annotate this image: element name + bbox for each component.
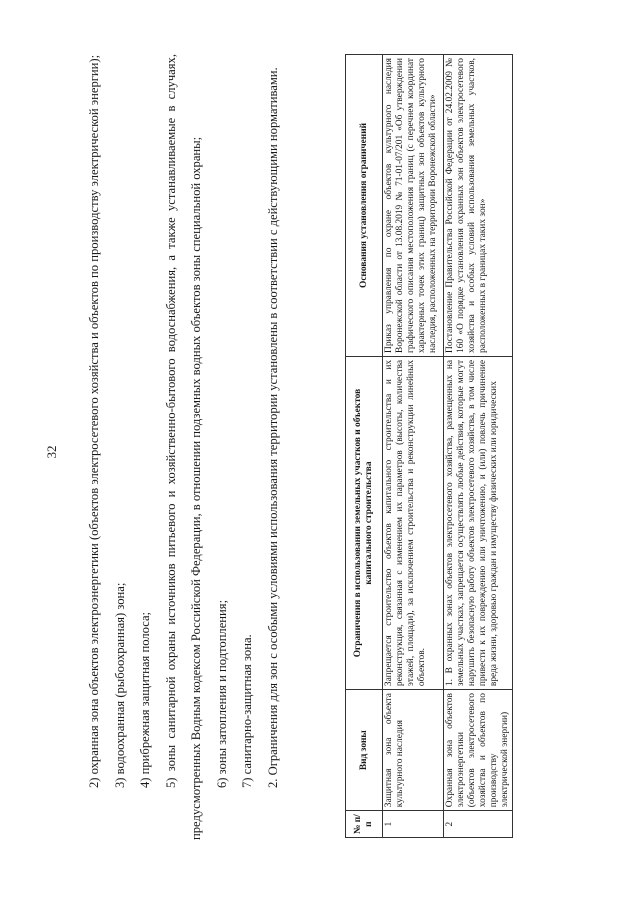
column-header: № п/п: [346, 811, 383, 838]
table-cell: Приказ управления по охране объектов культурного наследия Воронежской области от 13.08.2019 № 71-01-07/201 «Об утверждении графического описания местоположения границ (с перечнем координат характерных точек этих границ) защитных зон объектов культурного наследия, расположенных на территории Воронежской области»: [383, 55, 444, 357]
paragraph: 2) охранная зона объектов электроэнергетики (объектов электросетевого хозяйства и объектов по производству электрической энергии);: [87, 54, 101, 788]
table-row: [383, 55, 444, 838]
paragraph: 6) зоны затопления и подтопления;: [214, 599, 229, 788]
paragraph: 3) водоохранная (рыбоохранная) зона;: [112, 582, 127, 788]
table-row: [444, 55, 513, 838]
table-cell: Охранная зона объектов электроэнергетики (объектов электросетевого хозяйства и объектов по производству электрической энергии): [444, 690, 513, 811]
table-cell: 1: [383, 811, 444, 838]
document-body: [82, 54, 286, 840]
table-cell: Постановление Правительства Российской Федерации от 24.02.2009 № 160 «О порядке установления охранных зон объектов электросетевого хозяйства и особых условий использования земельных участков, расположенных в границах таких зон»: [444, 55, 513, 357]
paragraph: 4) прибрежная защитная полоса;: [138, 611, 152, 788]
paragraph: 7) санитарно-защитная зона.: [240, 634, 254, 788]
table-cell: Запрещается строительство объектов капитального строительства и их реконструкция, связанная с изменением их параметров (высоты, количества этажей, площади), за исключением строительства и реконструкции линейных объектов.: [383, 356, 444, 689]
column-header: Основания установления ограничений: [346, 55, 383, 357]
paragraph: 2. Ограничения для зон с особыми условиями использования территории установлены в соответствии с действующими нормативами.: [265, 67, 280, 788]
restrictions-table: [345, 54, 513, 838]
rotated-content: [40, 32, 600, 872]
column-header: Вид зоны: [346, 690, 383, 811]
table-cell: 1. В охранных зонах объектов электросетевого хозяйства, размещенных на земельных участках, запрещается осуществлять любые действия, которые могут нарушить безопасную работу объектов электросетевого хозяйства, в том числе привести к их повреждению или уничтожению, и (или) повлечь причинение вреда жизни, здоровью граждан и имуществу физических или юридических: [444, 356, 513, 689]
column-header: Ограничения в использовании земельных участков и объектов капитального строительства: [346, 356, 383, 689]
paragraph: 5) зоны санитарной охраны источников питьевого и хозяйственно-бытового водоснабжения, а также устанавливаемые в случаях, предусмотренных Водным кодексом Российской Федерации, в отношении подземных водных объектов зоны специальной охраны;: [163, 54, 203, 840]
page-number: 32: [44, 445, 59, 459]
table-cell: 2: [444, 811, 513, 838]
table-header-row: [346, 55, 383, 838]
table-cell: Защитная зона объекта культурного наследия: [383, 690, 444, 811]
